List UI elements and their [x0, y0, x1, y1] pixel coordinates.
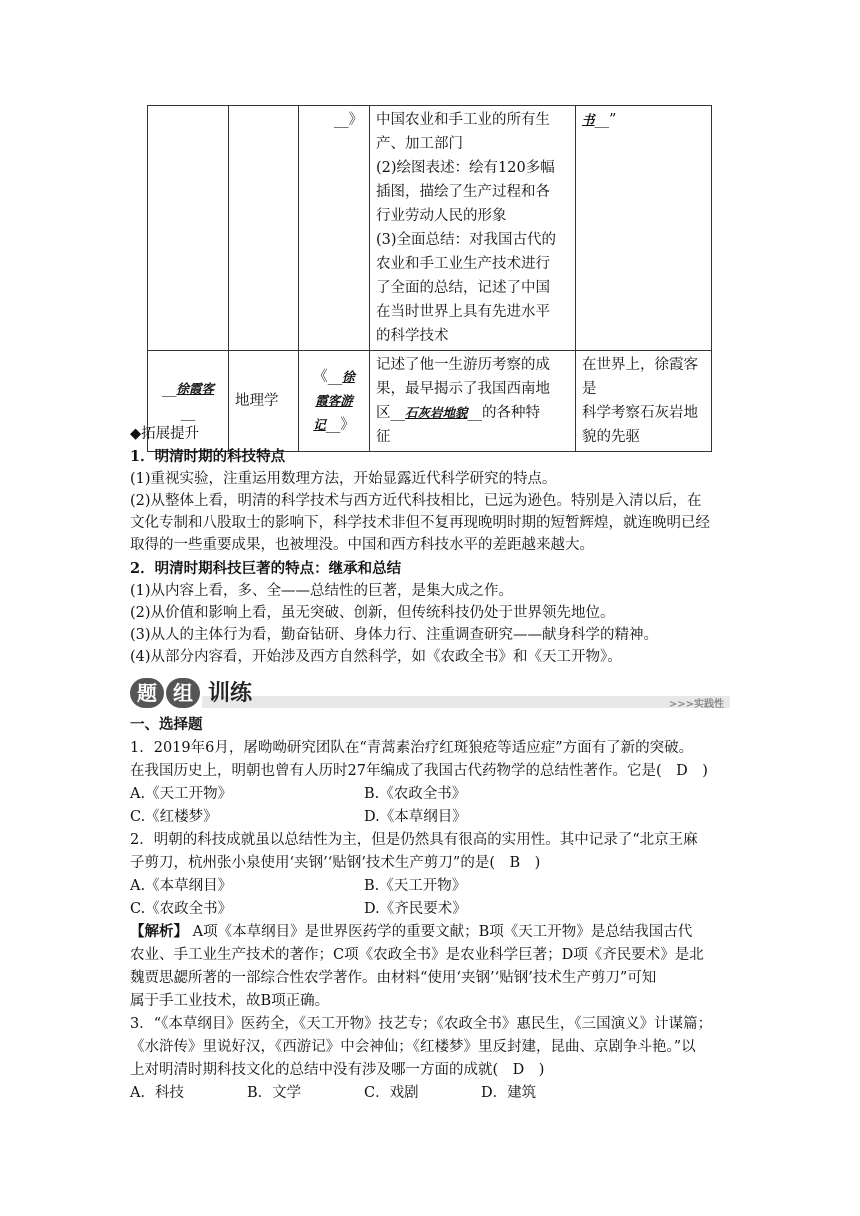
option: D.《本草纲目》 — [364, 809, 467, 825]
explanation-line — [130, 921, 730, 943]
section-title: 2．明清时期科技巨著的特点：继承和总结 — [130, 560, 402, 577]
option-row — [130, 898, 730, 920]
paragraph-line: 取得的一些重要成果，也被埋没。中国和西方科技水平的差距越来越大。 — [130, 537, 594, 553]
section-title: 1．明清时期的科技特点 — [130, 448, 286, 465]
option: C.《农政全书》 — [130, 901, 233, 917]
content-line: 区__石灰岩地貌__的各种特 — [376, 405, 541, 421]
question-line: 在我国历史上，明朝也曾有人历时27年编成了我国古代药物学的总结性著作。它是( D ) — [130, 763, 708, 779]
knowledge-table — [147, 105, 712, 452]
section-title: 一、选择题 — [130, 716, 203, 733]
content-line: 的科学技术 — [376, 328, 449, 344]
table-cell — [148, 106, 229, 351]
explanation-line: 农业、手工业生产技术的著作；C项《农政全书》是农业科学巨著；D项《齐民要术》是北 — [130, 947, 704, 963]
answer-fill: 徐 — [342, 369, 355, 384]
option-row — [130, 875, 730, 897]
option: B．文学 — [247, 1085, 302, 1101]
option: D．建筑 — [481, 1085, 537, 1101]
practice-banner — [130, 676, 730, 710]
paragraph-line: (4)从部分内容看，开始涉及西方自然科学，如《农政全书》和《天工开物》。 — [130, 649, 622, 665]
question-line: 2．明朝的科技成就虽以总结性为主，但是仍然具有很高的实用性。其中记录了“北京王麻 — [130, 832, 698, 848]
paragraph-line: (2)从整体上看，明清的科学技术与西方近代科技相比，已远为逊色。特别是入清以后，在 — [130, 493, 702, 509]
table-row — [148, 106, 712, 351]
content-line: (2)绘图表述：绘有120多幅 — [376, 160, 555, 176]
paragraph-line: (1)重视实验，注重运用数理方法，开始显露近代科学研究的特点。 — [130, 471, 557, 487]
answer-fill: 书 — [582, 112, 595, 127]
question-line: 1．2019年6月，屠呦呦研究团队在“青蒿素治疗红斑狼疮等适应症”方面有了新的突破。 — [130, 740, 694, 756]
table-cell-person: __徐霞客 __ — [148, 351, 229, 452]
content-text: 区 — [376, 405, 391, 421]
question-line: 子剪刀，杭州张小泉使用‘夹钢’‘贴钢’技术生产剪刀”的是( B ) — [130, 855, 541, 871]
option: C.《红楼梦》 — [130, 809, 218, 825]
book-title-tail: __》 — [334, 112, 363, 128]
answer-fill: 记 — [313, 417, 326, 432]
table-cell — [229, 106, 299, 351]
content-line: 农业和手工业生产技术进行 — [376, 256, 550, 272]
banner-tag: >>>实践性 — [668, 699, 724, 710]
question-line: 上对明清时期科技文化的总结中没有涉及哪一方面的成就( D ) — [130, 1062, 545, 1078]
content-line: 了全面的总结，记述了中国 — [376, 280, 550, 296]
banner-badge: 组 — [166, 678, 200, 708]
content-line: 插图，描绘了生产过程和各 — [376, 184, 550, 200]
option: A.《天工开物》 — [130, 786, 233, 802]
table-cell-content — [370, 106, 576, 351]
evaluation-line: 貌的先驱 — [582, 429, 640, 445]
book-bracket: 》 — [340, 417, 355, 433]
content-line: 征 — [376, 429, 391, 445]
answer-fill: 石灰岩地貌 — [405, 405, 468, 420]
banner-bar — [202, 696, 730, 708]
paragraph-line: (1)从内容上看，多、全——总结性的巨著，是集大成之作。 — [130, 583, 514, 599]
table-cell-book — [299, 106, 370, 351]
content-line: 在当时世界上具有先进水平 — [376, 304, 550, 320]
answer-fill: 霞客游 — [315, 393, 353, 408]
evaluation-line: 在世界上，徐霞客是 — [582, 357, 698, 397]
content-line: 中国农业和手工业的所有生 — [376, 112, 550, 128]
content-text: 的各种特 — [482, 405, 541, 421]
field-text: 地理学 — [235, 393, 279, 409]
content-line: 果，最早揭示了我国西南地 — [376, 381, 550, 397]
content-line: 行业劳动人民的形象 — [376, 208, 507, 224]
option-row — [130, 806, 730, 828]
explanation-line: 属于手工业技术，故B项正确。 — [130, 993, 330, 1009]
book-bracket: 《 — [313, 369, 328, 385]
option: A.《本草纲目》 — [130, 878, 233, 894]
content-line: 记述了他一生游历考察的成 — [376, 357, 550, 373]
banner-title: 训练 — [208, 681, 253, 706]
table-cell-evaluation — [576, 106, 712, 351]
option: B.《农政全书》 — [364, 786, 467, 802]
option: A．科技 — [130, 1085, 184, 1101]
option-row — [130, 783, 730, 805]
content-line: 产、加工部门 — [376, 136, 463, 152]
content-line: (3)全面总结：对我国古代的 — [376, 232, 557, 248]
explanation-text: A项《本草纲目》是世界医药学的重要文献；B项《天工开物》是总结我国古代 — [188, 924, 693, 940]
option-row — [130, 1082, 730, 1104]
paragraph-line: 文化专制和八股取士的影响下，科学技术非但不复再现晚明时期的短暂辉煌，就连晚明已经 — [130, 515, 710, 531]
expand-heading: ◆拓展提升 — [130, 426, 200, 442]
table-cell-book: 《__徐 霞客游 记__》 — [299, 351, 370, 452]
evaluation-line: 科学考察石灰岩地 — [582, 405, 698, 421]
question-line: 3．“《本草纲目》医药全，《天工开物》技艺专；《农政全书》惠民生，《三国演义》计谋篇； — [130, 1016, 713, 1032]
answer-fill: 徐霞客 — [176, 381, 214, 396]
option: D.《齐民要术》 — [364, 901, 467, 917]
explanation-label: 【解析】 — [130, 923, 188, 940]
paragraph-line: (2)从价值和影响上看，虽无突破、创新，但传统科技仍处于世界领先地位。 — [130, 605, 615, 621]
question-line: 《水浒传》里说好汉，《西游记》中会神仙；《红楼梦》里反封建，昆曲、京剧争斗艳。”以 — [130, 1039, 696, 1055]
option: C．戏剧 — [364, 1085, 419, 1101]
paragraph-line: (3)从人的主体行为看，勤奋钻研、身体力行、注重调查研究——献身科学的精神。 — [130, 627, 659, 643]
option: B.《天工开物》 — [364, 878, 467, 894]
explanation-line: 魏贾思勰所著的一部综合性农学著作。由材料“使用‘夹钢’‘贴钢’技术生产剪刀”可知 — [130, 970, 657, 986]
banner-badge: 题 — [130, 678, 164, 708]
evaluation-tail: __” — [594, 112, 617, 128]
